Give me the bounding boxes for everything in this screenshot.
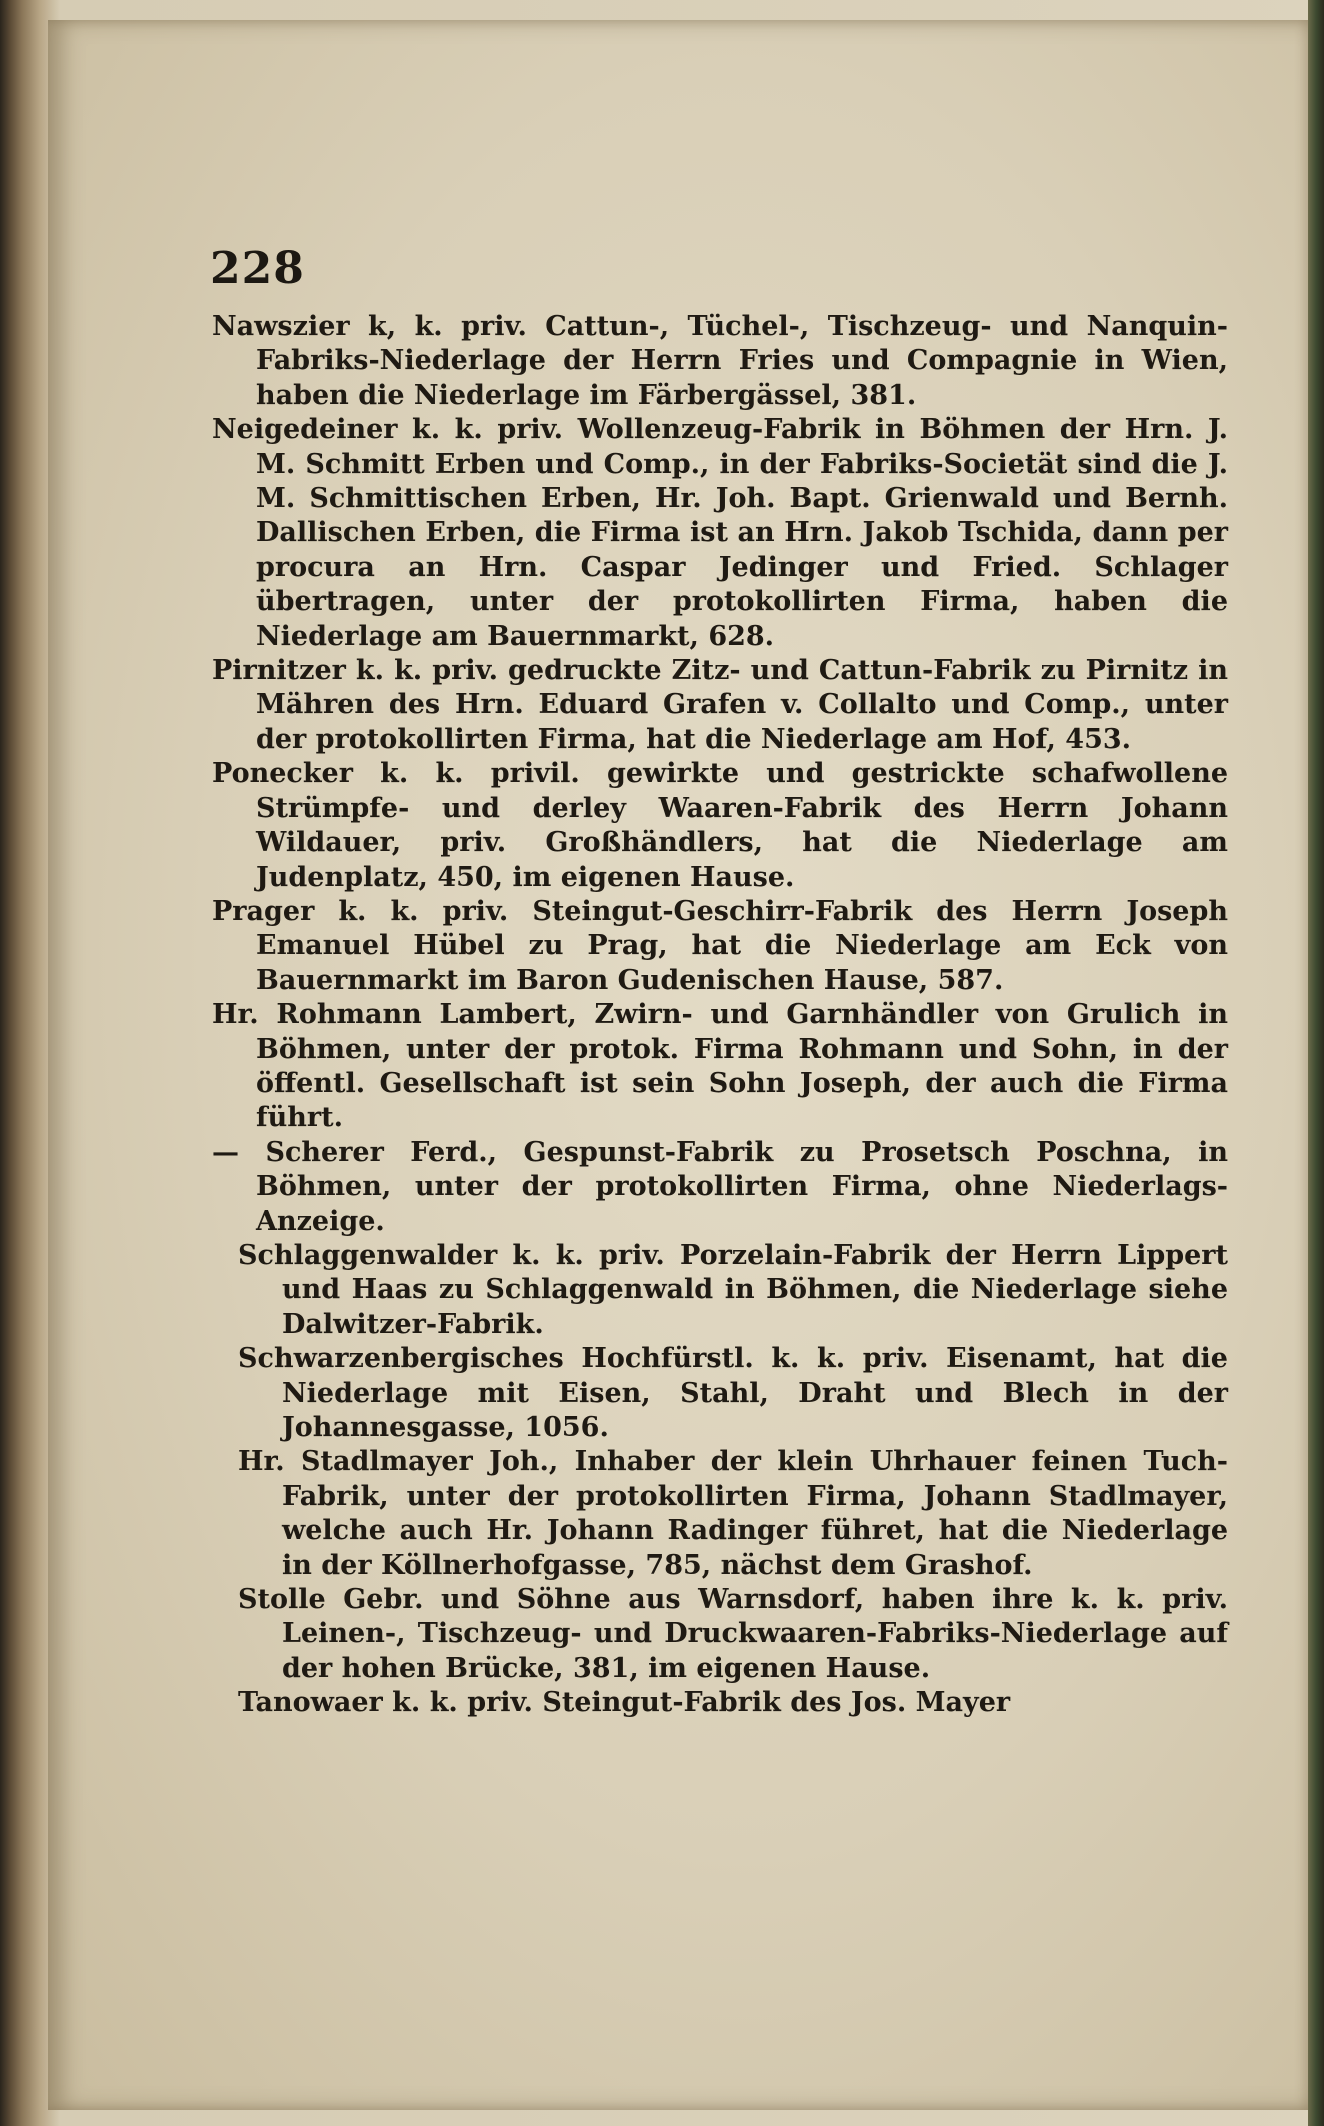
entry-schlaggenwalder: Schlaggenwalder k. k. priv. Porzelain-Fabrik der Herrn Lippert und Haas zu Schlaggenwald in Böhmen, die Niederlage siehe Dalwitzer-Fabrik. bbox=[238, 1239, 1228, 1340]
adjacent-page-edge bbox=[1308, 0, 1324, 2126]
entry-ponecker: Ponecker k. k. privil. gewirkte und gestrickte schafwollene Strümpfe- und derley Waaren-Fabrik des Herrn Johann Wildauer, priv. Großhändlers, hat die Niederlage am Judenplatz, 450, im eigenen Hause. bbox=[212, 758, 1228, 893]
entry-prager: Prager k. k. priv. Steingut-Geschirr-Fabrik des Herrn Joseph Emanuel Hübel zu Prag, hat die Niederlage am Eck von Bauernmarkt im Baron Gudenischen Hause, 587. bbox=[212, 895, 1228, 996]
entry-scherer: — Scherer Ferd., Gespunst-Fabrik zu Prosetsch Poschna, in Böhmen, unter der protokollirten Firma, ohne Niederlags-Anzeige. bbox=[212, 1136, 1228, 1237]
entry-neigedeiner: Neigedeiner k. k. priv. Wollenzeug-Fabrik in Böhmen der Hrn. J. M. Schmitt Erben und Comp., in der Fabriks-Societät sind die J. M. Schmittischen Erben, Hr. Joh. Bapt. Grienwald und Bernh. Dallischen Erben, die Firma ist an Hrn. Jakob Tschida, dann per procura an Hrn. Caspar Jedinger und Fried. Schlager übertragen, unter der protokollirten Firma, haben die Niederlage am Bauernmarkt, 628. bbox=[212, 414, 1228, 652]
page-number: 228 bbox=[210, 243, 305, 294]
entry-rohmann: Hr. Rohmann Lambert, Zwirn- und Garnhändler von Grulich in Böhmen, unter der protok. Firma Rohmann und Sohn, in der öffentl. Gesellschaft ist sein Sohn Joseph, der auch die Firma führt. bbox=[212, 999, 1228, 1134]
entry-stadlmayer: Hr. Stadlmayer Joh., Inhaber der klein Uhrhauer feinen Tuch-Fabrik, unter der protokollirten Firma, Johann Stadlmayer, welche auch Hr. Johann Radinger führet, hat die Niederlage in der Köllnerhofgasse, 785, nächst dem Grashof. bbox=[238, 1446, 1228, 1581]
entry-tanowaer: Tanowaer k. k. priv. Steingut-Fabrik des Jos. Mayer bbox=[238, 1687, 1011, 1719]
entry-pirnitzer: Pirnitzer k. k. priv. gedruckte Zitz- und Cattun-Fabrik zu Pirnitz in Mähren des Hrn. Eduard Grafen v. Collalto und Comp., unter der protokollirten Firma, hat die Niederlage am Hof, 453. bbox=[212, 655, 1228, 755]
entry-schwarzenbergisches: Schwarzenbergisches Hochfürstl. k. k. priv. Eisenamt, hat die Niederlage mit Eisen, Stahl, Draht und Blech in der Johannesgasse, 1056. bbox=[238, 1343, 1228, 1443]
entry-nawszier: Nawszier k, k. priv. Cattun-, Tüchel-, Tischzeug- und Nanquin-Fabriks-Niederlage der Herrn Fries und Compagnie in Wien, haben die Niederlage im Färbergässel, 381. bbox=[212, 311, 1228, 411]
page-body bbox=[212, 310, 1228, 1721]
entry-stolle: Stolle Gebr. und Söhne aus Warnsdorf, haben ihre k. k. priv. Leinen-, Tischzeug- und Druckwaaren-Fabriks-Niederlage auf der hohen Brücke, 381, im eigenen Hause. bbox=[238, 1584, 1228, 1684]
